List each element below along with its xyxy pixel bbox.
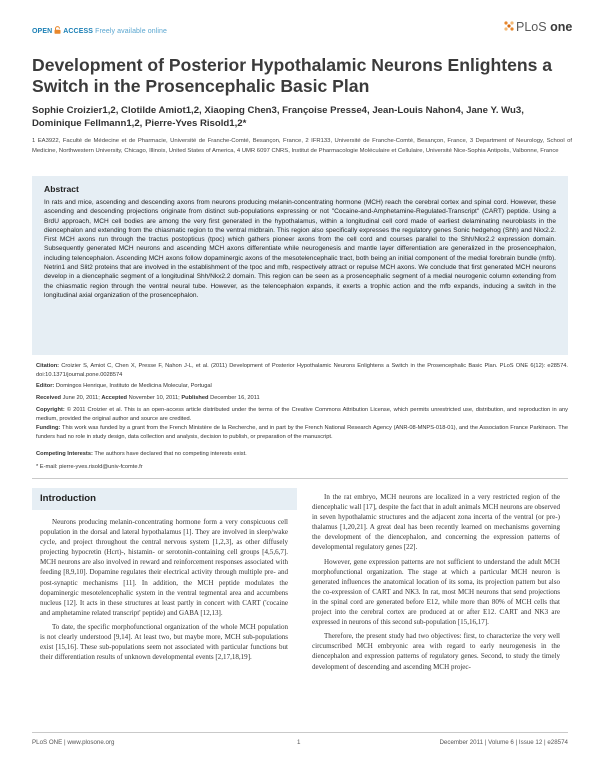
dates: Received June 20, 2011; Accepted November 10, 2011; Published December 16, 2011 bbox=[36, 395, 260, 401]
open-access-lock-icon bbox=[54, 26, 61, 34]
abstract-box bbox=[32, 176, 568, 355]
affiliations: 1 EA3922, Faculté de Médecine et de Pharmacie, Université de Franche-Comté, Besançon, France, 2 IFR133, Université de Franche-Comté, Besançon, France, 3 Department of Neurology, School of Medicine, Northwestern University, Chicago, Illinois, United States of America, 4 UMR 6097 CNRS, Institut de Pharmacologie Moléculaire et Cellulaire, Université Nice-Sophia Antipolis, Valbonne, France bbox=[32, 138, 572, 154]
funding: Funding: This work was funded by a grant from the French Ministère de la Recherche, and in part by the French National Research Agency (ANR-08-MNPS-018-01), and the Association France Parkinson. The funders had no role in study design, data collection and analysis, decision to publish, or preparation of the manuscript. bbox=[36, 425, 568, 440]
paragraph: In the rat embryo, MCH neurons are localized in a very restricted region of the diencephalic wall [17], despite the fact that in adult animals MCH neurons are observed in seven hypothalamic structures and the adjacent zona incerta of the ventral (or pre-) thalamus [1,20,21]. A great deal has been recently learned on mechanisms governing the development of the diencephalon, and concerning the expression patterns of developmental regulatory genes [22]. bbox=[312, 493, 560, 552]
copyright: Copyright: © 2011 Croizier et al. This is an open-access article distributed under the terms of the Creative Commons Attribution License, which permits unrestricted use, distribution, and reproduction in any medium, provided the original author and source are credited. bbox=[36, 407, 568, 422]
editor: Editor: Domingos Henrique, Instituto de Medicina Molecular, Portugal bbox=[36, 383, 212, 389]
paragraph: However, gene expression patterns are not sufficient to understand the adult MCH morphofunctional organization. The stage at which a particular MCH neuron is generated influences the anatomical location of its soma, its projection pattern but also the co-expression of CART and NK3. In rat, most MCH neurons that send projections in the spinal cord are generated before E12, while more than 80% of MCH cells that project into the cerebral cortex are produced at or after E12. CART and NK3 are expressed in neurons of this second sub-population [15,16,17]. bbox=[312, 557, 560, 627]
brand-plos: PLoS bbox=[516, 20, 547, 34]
footer-issue: December 2011 | Volume 6 | Issue 12 | e28574 bbox=[439, 739, 568, 746]
paragraph: Therefore, the present study had two objectives: first, to characterize the very well circumscribed MCH embryonic area with regard to early neurogenesis in the diencephalon and expression patterns of regulatory genes. Second, to study the timely development of descending and ascending MCH projec- bbox=[312, 632, 560, 671]
footer-divider bbox=[32, 732, 568, 733]
abstract-heading: Abstract bbox=[44, 184, 79, 194]
plos-logo-icon bbox=[503, 20, 515, 32]
brand-one: one bbox=[550, 20, 573, 34]
introduction-heading-box bbox=[32, 488, 297, 510]
footer-url[interactable]: www.plosone.org bbox=[67, 739, 115, 746]
open-label: OPEN bbox=[32, 28, 53, 35]
introduction-heading: Introduction bbox=[40, 493, 96, 504]
paragraph: Neurons producing melanin-concentrating hormone form a very conspicuous cell population in the dorsal and lateral hypothalamus [1]. They are involved in sleep/wake cycle, and project throughout the central nervous system [1,2,3], as other diffusely projecting hypocretin (Hcrt)-, histamin- or serotonin-containing cell groups [4,5,6,7]. MCH neurons are also involved in reward and reinforcement responses associated with feeding [8,9,10]. Dopamine regulates their electrical activity through multiple pre- and post-synaptic mechanisms [11]. In addition, the MCH peptide modulates the dopaminergic mesotelencephalic system in the ventral tegmental area and accumbens nucleus [12]. It acts in these structures at least partly in concert with CART ('cocaine and amphetamine related transcript' peptide) and GABA [12,13]. bbox=[40, 518, 288, 617]
freely-available-label: Freely available online bbox=[95, 28, 168, 35]
footer-journal: PLoS ONE | www.plosone.org bbox=[32, 739, 115, 746]
article-title: Development of Posterior Hypothalamic Neurons Enlightens a Switch in the Prosencephalic Basic Plan bbox=[32, 55, 553, 96]
divider bbox=[32, 478, 568, 479]
access-label: ACCESS bbox=[63, 28, 94, 35]
abstract-text: In rats and mice, ascending and descending axons from neurons producing melanin-concentrating hormone (MCH) reach the cerebral cortex and spinal cord. However, these ascending and descending projections originate from distinct sub-populations expressing or not "Cocaine-and-Amphetamine-Regulated-Transcript" (CART) peptide. Using a BrdU approach, MCH cell bodies are among the very first generated in the hypothalamus, within a longitudinal cell cord made of earliest delaminating neuroblasts in the diencephalon and extending from the chiasmatic region to the ventral midbrain. This region also specifically expresses the regulatory genes Sonic hedgehog (Shh) and Nkx2.2. First MCH axons run through the tractus postopticus (tpoc) which gathers pioneer axons from the cell cord and courses parallel to the Shh/Nkx2.2 expression domain. Subsequently generated MCH neurons and ascending MCH axons differentiate while neurogenesis and mantle layer differentiation are generalized in the prosencephalon, including telencephalon. Ascending MCH axons follow dopaminergic axons of the mesotelencephalic tract, both being an initial component of the medial forebrain bundle (mfb). Netrin1 and Slit2 proteins that are involved in the establishment of the tpoc and mfb, respectively attract or repulse MCH axons. We conclude that first generated MCH neurons develop in a diencephalic segment of a longitudinal Shh/Nkx2.2 domain. This region can be seen as a prosencephalic segment of a medial neurogenic column extending from the chiasmatic region through the ventral neural tube. However, as the telencephalon expands, it exerts a trophic action and the mfb expands, inducing a switch in the longitudinal axial organization of the prosencephalon. bbox=[44, 199, 556, 299]
page-number: 1 bbox=[297, 739, 301, 746]
paragraph: To date, the specific morphofunctional organization of the whole MCH population is not clearly understood [9,14]. At least two, but maybe more, MCH sub-populations exist [15,16]. These sub-populations seem not associated with particular functions but their differentiation results of unknown developmental events [2,17,18,19]. bbox=[40, 622, 288, 662]
email[interactable]: * E-mail: pierre-yves.risold@univ-fcomte.fr bbox=[36, 464, 143, 470]
open-access-badge bbox=[32, 26, 167, 35]
plos-one-logo bbox=[503, 20, 572, 34]
right-column bbox=[312, 492, 560, 676]
competing-interests: Competing Interests: The authors have declared that no competing interests exist. bbox=[36, 451, 247, 457]
citation: Citation: Croizier S, Amiot C, Chen X, Presse F, Nahon J-L, et al. (2011) Development of Posterior Hypothalamic Neurons Enlightens a Switch in the Prosencephalic Basic Plan. PLoS ONE 6(12): e28574. doi:10.1371/journal.pone.0028574 bbox=[36, 363, 568, 378]
author-list: Sophie Croizier1,2, Clotilde Amiot1,2, Xiaoping Chen3, Françoise Presse4, Jean-Louis Nahon4, Jane Y. Wu3, Dominique Fellmann1,2, Pierre-Yves Risold1,2* bbox=[32, 105, 524, 129]
left-column bbox=[40, 517, 288, 666]
